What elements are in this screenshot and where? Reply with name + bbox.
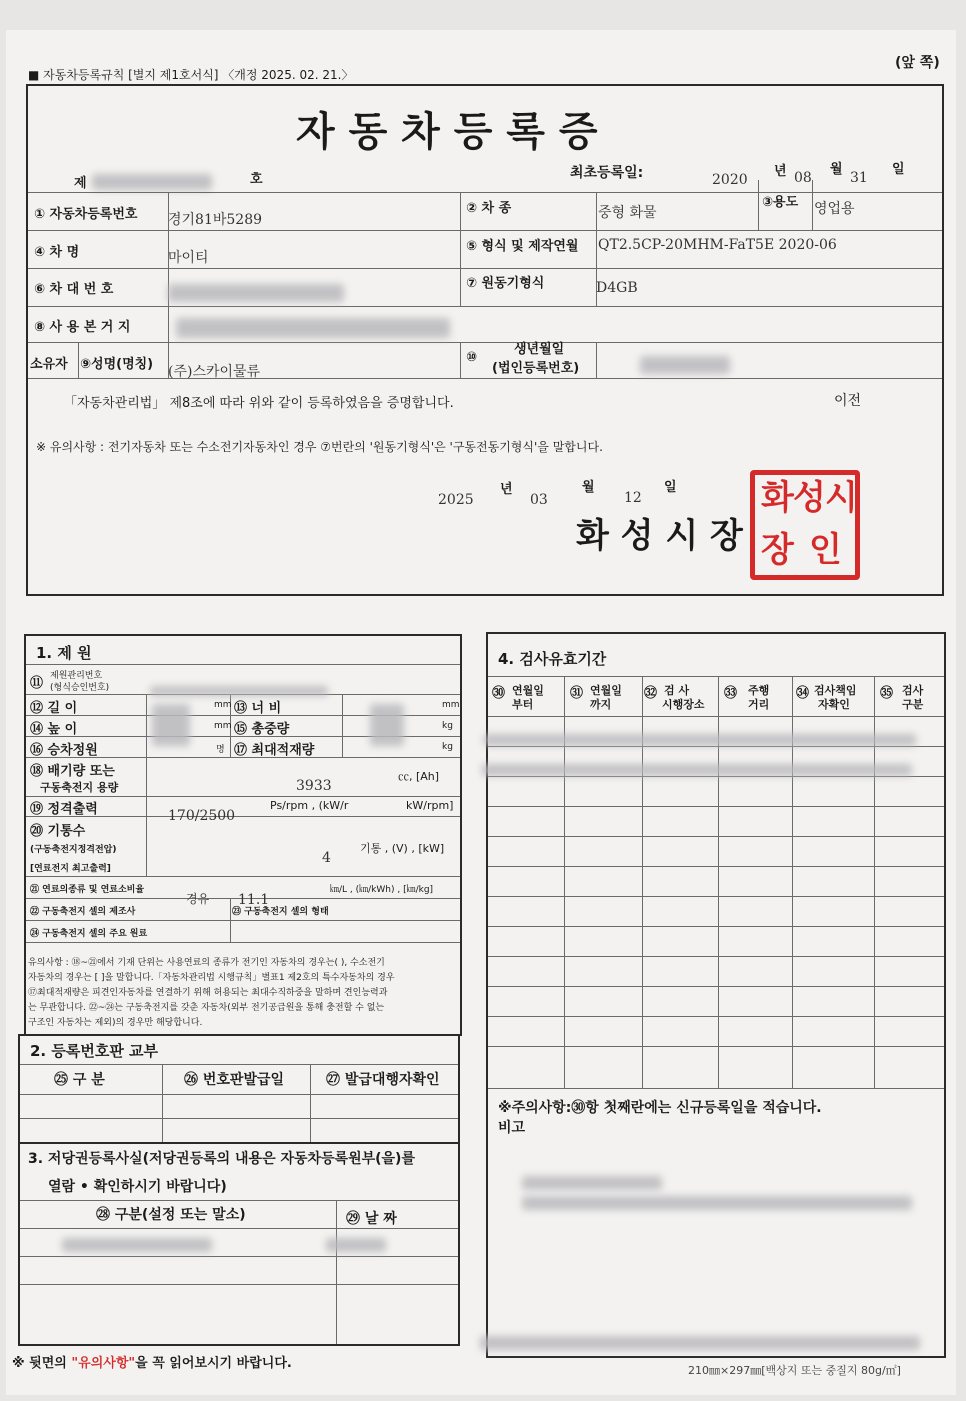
insp-col-inspector-num: ㉞	[796, 686, 810, 701]
lien-title-a: 3. 저당권등록사실(저당권등록의 내용은 자동차등록원부(을)를	[28, 1151, 415, 1167]
spec-mgmt-label-a: 제원관리번호	[50, 671, 103, 681]
gross-weight-label: ⑮ 총중량	[234, 722, 290, 737]
redacted-remark-2	[522, 1196, 912, 1210]
model-year-label: ⑤ 형식 및 제작연월	[466, 239, 579, 254]
rated-output-unit-b: kW/rpm]	[406, 799, 454, 812]
document-title: 자 동 차 등 록 증	[296, 108, 598, 155]
first-registration-label: 최초등록일:	[570, 165, 644, 181]
engine-type-value: D4GB	[596, 280, 638, 296]
paper-spec: 210㎜×297㎜[백상지 또는 중질지 80g/㎡]	[688, 1364, 901, 1377]
battery-maker-label: ㉒ 구동축전지 셀의 제조사	[30, 907, 136, 917]
form-reference: ■ 자동차등록규칙 [별지 제1호서식] 〈개정 2025. 02. 21.〉	[28, 68, 354, 82]
length-unit: mm	[214, 700, 232, 710]
max-load-label: ⑰ 최대적재량	[234, 743, 315, 758]
first-reg-month: 08	[794, 170, 812, 186]
issue-day-char: 일	[664, 480, 677, 495]
insp-col-type-num: ㉟	[880, 686, 894, 701]
spec-title: 1. 제 원	[36, 644, 92, 662]
inspection-note: ※주의사항:㉚항 첫째란에는 신규등록일을 적습니다.	[498, 1100, 822, 1116]
plate-title: 2. 등록번호판 교부	[30, 1042, 159, 1060]
seal-char-5: 인	[809, 530, 842, 570]
remarks-label: 비고	[498, 1120, 526, 1136]
fuel-efficiency-value: 11.1	[238, 892, 270, 908]
reg-number-label: ① 자동차등록번호	[34, 207, 138, 222]
issuer-name: 화 성 시 장	[576, 516, 743, 556]
seal-char-3: 시	[825, 478, 858, 518]
redacted-remark-3	[480, 1336, 920, 1350]
redacted-inspection-row-1	[484, 734, 916, 746]
insp-col-type	[880, 682, 924, 711]
insp-col-place-b: 시행장소	[662, 698, 705, 711]
day-char: 일	[892, 162, 905, 177]
plate-col-division: ㉕ 구 분	[54, 1072, 105, 1088]
displacement-label-a: ⑱ 배기량 또는	[30, 764, 115, 779]
redacted-dimensions-left	[152, 704, 190, 746]
owner-name-label: ⑨성명(명칭)	[80, 357, 154, 372]
reg-number-value: 경기81바5289	[168, 212, 263, 228]
insp-col-inspector-a: 검사책임	[814, 684, 857, 697]
redacted-lien-entry	[62, 1238, 212, 1252]
insp-col-from-num: ㉚	[492, 686, 506, 701]
insp-col-from-a: 연월일	[512, 684, 544, 697]
insp-col-from	[492, 682, 544, 711]
insp-col-to	[570, 682, 622, 711]
model-year-value: QT2.5CP-20MHM-FaT5E 2020-06	[598, 237, 837, 253]
seal-char-1: 화	[761, 478, 794, 518]
rated-output-value: 170/2500	[168, 808, 236, 824]
spec-note-line-2: 자동차의 경우는 [ ]을 말합니다.「자동차관리법 시행규칙」별표1 제2호의 특수자동차의 경우	[28, 973, 395, 983]
footer-note-c: 을 꼭 읽어보시기 바랍니다.	[135, 1356, 292, 1371]
fuel-efficiency-unit: ㎞/L , (㎞/kWh) , [㎞/kg]	[330, 885, 434, 895]
spec-note-line-3: ⑰최대적재량은 피견인자동차를 연결하기 위해 허용되는 최대수직하중을 말하며 견인능력과	[28, 988, 388, 998]
displacement-label-b: 구동축전지 용량	[40, 781, 119, 794]
transfer-mark: 이전	[834, 393, 862, 409]
page-side: (앞 쪽)	[895, 55, 940, 71]
gross-weight-unit: kg	[442, 721, 453, 731]
redacted-vin	[168, 284, 344, 302]
insp-col-to-a: 연월일	[590, 684, 622, 697]
issue-month-char: 월	[582, 480, 595, 495]
seal-char-4: 장	[761, 530, 794, 570]
lien-col-date: ㉙ 날 짜	[346, 1211, 397, 1227]
insp-col-inspector	[796, 682, 857, 711]
footer-note-emphasis: "유의사항"	[71, 1356, 136, 1371]
height-label: ⑭ 높 이	[30, 722, 78, 737]
official-seal	[750, 470, 860, 580]
engine-type-label: ⑦ 원동기형식	[466, 276, 545, 291]
first-reg-day: 31	[850, 170, 868, 186]
cert-no-suffix: 호	[250, 172, 263, 187]
vehicle-type-value: 중형 화물	[598, 205, 657, 221]
spec-note-line-1: 유의사항 : ⑱~㉑에서 기재 단위는 사용연료의 종류가 전기인 자동차의 경우는( ), 수소전기	[28, 958, 385, 968]
issue-month: 03	[530, 492, 548, 508]
year-char: 년	[774, 164, 787, 179]
vehicle-name-value: 마이티	[168, 250, 209, 266]
owner-label: 소유자	[30, 357, 68, 372]
redacted-corp-number	[640, 356, 730, 374]
issue-day: 12	[624, 490, 642, 506]
month-char: 월	[830, 162, 843, 177]
insp-col-place	[644, 682, 705, 711]
fuel-type-value: 경유	[186, 892, 210, 906]
insp-col-from-b: 부터	[512, 698, 534, 711]
capacity-label: ⑯ 승차정원	[30, 743, 98, 758]
max-load-unit: kg	[442, 742, 453, 752]
length-label: ⑫ 길 이	[30, 701, 78, 716]
redacted-dimensions-right	[370, 704, 404, 746]
redacted-inspection-row-2	[482, 764, 912, 776]
vin-label: ⑥ 차 대 번 호	[34, 282, 114, 297]
insp-col-mileage	[724, 682, 770, 711]
spec-note-line-5: 구조인 자동차는 제외)의 경우만 해당합니다.	[28, 1018, 203, 1028]
lien-col-division: ㉘ 구분(설정 또는 말소)	[96, 1207, 246, 1223]
birth-label-b: (법인등록번호)	[492, 361, 580, 376]
plate-col-issue-date: ㉖ 번호판발급일	[184, 1072, 285, 1088]
redacted-lien-date	[326, 1238, 386, 1252]
displacement-value: 3933	[296, 778, 332, 794]
insp-col-place-a: 검 사	[664, 684, 690, 697]
cert-note: ※ 유의사항 : 전기자동차 또는 수소전기자동차인 경우 ⑦번란의 '원동기형식'은 '구동전동기형식'을 말합니다.	[36, 440, 603, 454]
height-unit: mm	[214, 721, 232, 731]
insp-col-place-num: ㉜	[644, 686, 658, 701]
insp-col-mileage-b: 거리	[748, 698, 770, 711]
usage-label: ③용도	[762, 195, 799, 210]
width-unit: mm	[442, 700, 460, 710]
plate-col-agent-confirm: ㉗ 발급대행자확인	[326, 1072, 440, 1088]
birth-reg-num: ⑩	[466, 350, 478, 365]
cylinders-label-b: (구동축전지정격전압)	[30, 845, 117, 855]
certify-statement: 「자동차관리법」 제8조에 따라 위와 같이 등록하였음을 증명합니다.	[64, 396, 454, 411]
issue-year-char: 년	[500, 482, 513, 497]
displacement-unit: ㏄, [Ah]	[398, 770, 440, 783]
birth-label-a: 생년월일	[514, 342, 565, 357]
spec-no-num: ⑪	[30, 676, 44, 691]
lien-title-b: 열람 • 확인하시기 바랍니다)	[48, 1179, 227, 1195]
redacted-remark-1	[522, 1176, 662, 1190]
insp-col-to-num: ㉛	[570, 686, 584, 701]
inspection-title: 4. 검사유효기간	[498, 650, 607, 668]
vehicle-name-label: ④ 차 명	[34, 245, 80, 260]
insp-col-mileage-num: ㉝	[724, 686, 738, 701]
insp-col-to-b: 까지	[590, 698, 612, 711]
insp-col-mileage-a: 주행	[748, 684, 770, 697]
owner-name-value: (주)스카이물류	[168, 364, 261, 380]
rated-output-unit-a: Ps/rpm , (kW/r	[270, 799, 349, 812]
width-label: ⑬ 너 비	[234, 701, 282, 716]
cylinders-value: 4	[322, 850, 331, 866]
battery-material-label: ㉔ 구동축전지 셀의 주요 원료	[30, 929, 148, 939]
battery-form-label: ㉓ 구동축전지 셀의 형태	[232, 907, 329, 917]
insp-col-type-a: 검사	[902, 684, 924, 697]
cylinders-label-a: ⑳ 기통수	[30, 824, 86, 839]
fuel-label: ㉑ 연료의종류 및 연료소비율	[30, 885, 145, 895]
cylinders-unit: 기통 , (V) , [kW]	[360, 842, 445, 855]
seal-char-2: 성	[793, 478, 826, 518]
footer-note	[12, 1352, 292, 1371]
redacted-spec-no	[150, 686, 328, 696]
rated-output-label: ⑲ 정격출력	[30, 802, 98, 817]
spec-note-line-4: 는 무관합니다. ㉒~㉔는 구동축전지를 갖춘 자동차(외부 전기공급원을 통해 충전할 수 없는	[28, 1003, 385, 1013]
capacity-unit: 명	[216, 745, 225, 755]
cert-no-prefix: 제	[74, 176, 87, 191]
usage-value: 영업용	[814, 201, 855, 217]
cylinders-label-c: [연료전지 최고출력]	[30, 864, 111, 874]
spec-note	[28, 956, 395, 1031]
first-reg-year: 2020	[712, 172, 748, 188]
redacted-address	[176, 318, 450, 338]
footer-note-a: ※ 뒷면의	[12, 1356, 72, 1371]
spec-mgmt-label-b: (형식승인번호)	[50, 683, 110, 693]
base-location-label: ⑧ 사 용 본 거 지	[34, 320, 131, 335]
redacted-cert-no	[92, 174, 212, 190]
insp-col-inspector-b: 자확인	[818, 698, 850, 711]
insp-col-type-b: 구분	[902, 698, 924, 711]
issue-year: 2025	[438, 492, 474, 508]
vehicle-type-label: ② 차 종	[466, 201, 512, 216]
